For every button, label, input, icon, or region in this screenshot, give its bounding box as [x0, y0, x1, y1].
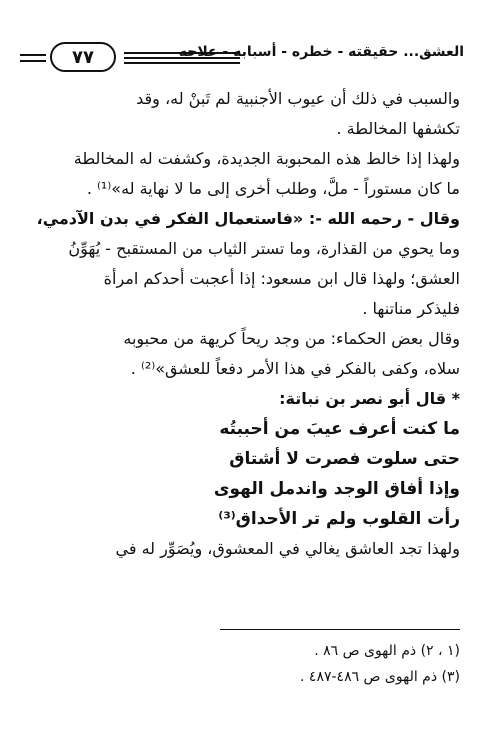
verse-line: رأت القلوب ولم تر الأحداق⁽³⁾	[218, 509, 460, 529]
main-text	[32, 84, 460, 564]
footnotes	[32, 638, 460, 690]
running-title: العشق... حقيقته - خطره - أسبابه - علاجه	[178, 44, 464, 60]
text-line: تكشفها المخالطة .	[336, 119, 460, 138]
verse-line: ما كنت أعرف عيبَ من أحببتُه	[219, 419, 460, 439]
text-line: ولهذا إذا خالط هذه المحبوبة الجديدة، وكشفت له المخالطة	[73, 149, 460, 168]
verse-line: وإذا أفاق الوجد واندمل الهوى	[213, 479, 460, 499]
page-header	[14, 36, 472, 76]
text-line: ولهذا تجد العاشق يغالي في المعشوق، ويُصَوِّر له في	[115, 539, 460, 558]
text-line: وما يحوي من القذارة، وما تستر الثياب من المستقبح - يُهَوِّنُ	[68, 239, 460, 258]
header-rule	[124, 62, 240, 64]
footnote: (٣) ذم الهوى ص ٤٨٦-٤٨٧ .	[300, 669, 460, 685]
text-line: فليذكر مناتنها .	[362, 299, 460, 318]
text-line: * قال أبو نصر بن نباتة:	[279, 389, 460, 408]
text-line: وقال بعض الحكماء: من وجد ريحاً كريهة من محبوبه	[123, 329, 460, 348]
page-number-badge: ٧٧	[50, 42, 116, 72]
verse-line: حتى سلوت فصرت لا أشتاق	[229, 449, 460, 469]
text-line: وقال - رحمه الله -: «فاستعمال الفكر في بدن الآدمي،	[36, 209, 460, 228]
header-left-rule	[20, 54, 46, 56]
text-line: والسبب في ذلك أن عيوب الأجنبية لم تَبنْ له، وقد	[136, 89, 460, 108]
footnote: (١ ، ٢) ذم الهوى ص ٨٦ .	[314, 643, 460, 659]
text-line: العشق؛ ولهذا قال ابن مسعود: إذا أعجبت أحدكم امرأة	[103, 269, 460, 288]
header-left-rule	[20, 60, 46, 62]
text-line: ما كان مستوراً - ملَّ، وطلب أخرى إلى ما لا نهاية له»⁽¹⁾ .	[86, 179, 460, 198]
footnote-separator	[220, 629, 460, 630]
text-line: سلاه، وكفى بالفكر في هذا الأمر دفعاً للعشق»⁽²⁾ .	[130, 359, 460, 378]
